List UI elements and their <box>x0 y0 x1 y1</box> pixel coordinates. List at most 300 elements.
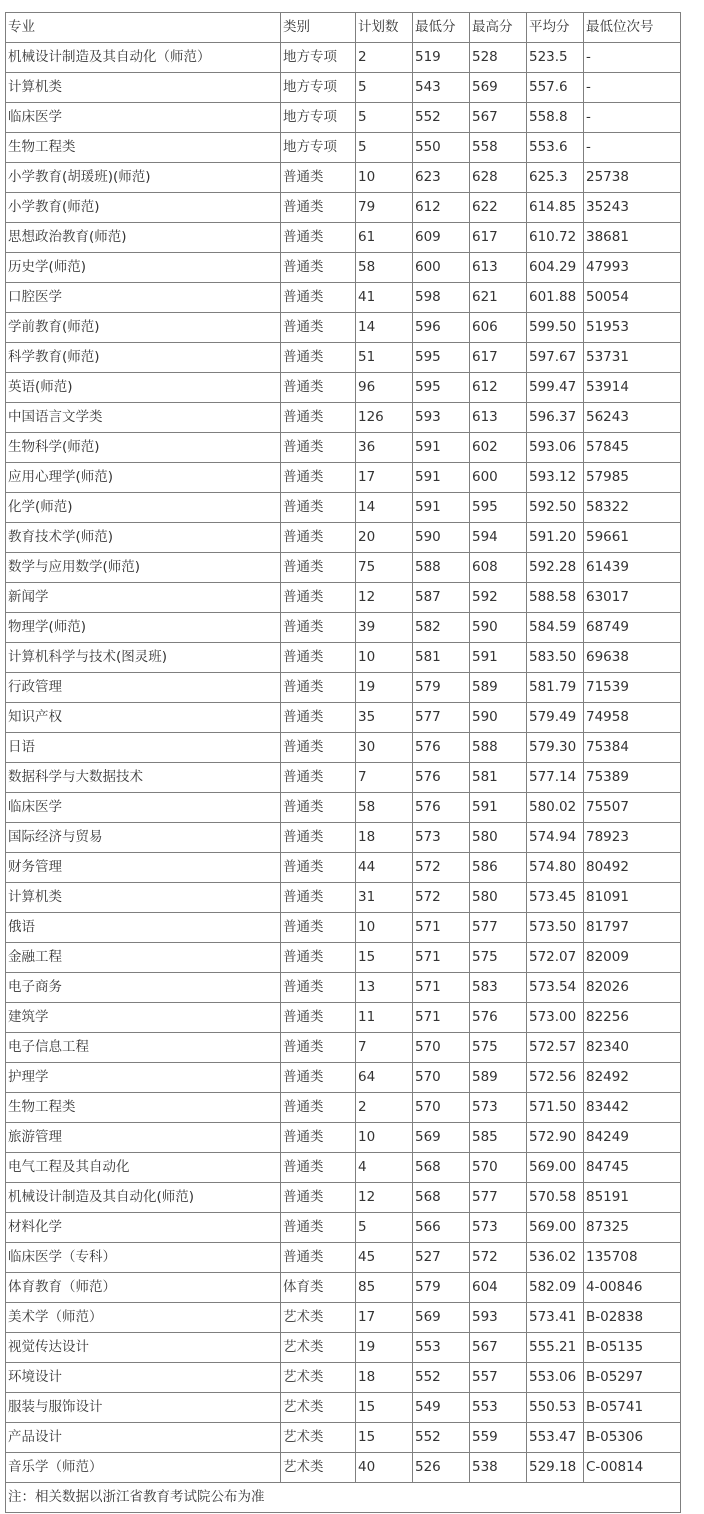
table-row <box>6 1333 681 1363</box>
cell-avg-score: 523.5 <box>527 43 584 73</box>
cell-min-score: 591 <box>413 463 470 493</box>
cell-min-rank: 80492 <box>584 853 681 883</box>
cell-avg-score: 582.09 <box>527 1273 584 1303</box>
cell-plan-count: 30 <box>356 733 413 763</box>
cell-major: 英语(师范) <box>6 373 281 403</box>
cell-major: 俄语 <box>6 913 281 943</box>
cell-plan-count: 20 <box>356 523 413 553</box>
table-row <box>6 1033 681 1063</box>
cell-plan-count: 19 <box>356 1333 413 1363</box>
cell-min-score: 568 <box>413 1153 470 1183</box>
table-row <box>6 973 681 1003</box>
cell-plan-count: 45 <box>356 1243 413 1273</box>
cell-plan-count: 18 <box>356 1363 413 1393</box>
cell-min-score: 587 <box>413 583 470 613</box>
cell-max-score: 613 <box>470 253 527 283</box>
table-row <box>6 583 681 613</box>
cell-plan-count: 96 <box>356 373 413 403</box>
cell-plan-count: 79 <box>356 193 413 223</box>
cell-max-score: 588 <box>470 733 527 763</box>
cell-min-score: 569 <box>413 1123 470 1153</box>
cell-min-score: 582 <box>413 613 470 643</box>
cell-category: 普通类 <box>281 553 356 583</box>
cell-min-score: 570 <box>413 1063 470 1093</box>
cell-max-score: 590 <box>470 613 527 643</box>
cell-category: 普通类 <box>281 253 356 283</box>
cell-major: 新闻学 <box>6 583 281 613</box>
cell-plan-count: 126 <box>356 403 413 433</box>
cell-avg-score: 599.50 <box>527 313 584 343</box>
cell-max-score: 567 <box>470 1333 527 1363</box>
cell-plan-count: 10 <box>356 163 413 193</box>
cell-avg-score: 593.12 <box>527 463 584 493</box>
cell-category: 普通类 <box>281 823 356 853</box>
cell-max-score: 567 <box>470 103 527 133</box>
cell-min-rank: 84249 <box>584 1123 681 1153</box>
cell-avg-score: 610.72 <box>527 223 584 253</box>
table-row <box>6 523 681 553</box>
table-row <box>6 253 681 283</box>
cell-min-rank: 69638 <box>584 643 681 673</box>
cell-category: 艺术类 <box>281 1453 356 1483</box>
cell-min-score: 609 <box>413 223 470 253</box>
cell-min-score: 553 <box>413 1333 470 1363</box>
cell-avg-score: 581.79 <box>527 673 584 703</box>
table-row <box>6 223 681 253</box>
cell-major: 物理学(师范) <box>6 613 281 643</box>
cell-category: 地方专项 <box>281 103 356 133</box>
cell-major: 中国语言文学类 <box>6 403 281 433</box>
table-row <box>6 493 681 523</box>
cell-category: 普通类 <box>281 973 356 1003</box>
table-row <box>6 1453 681 1483</box>
cell-major: 思想政治教育(师范) <box>6 223 281 253</box>
cell-major: 电子信息工程 <box>6 1033 281 1063</box>
cell-avg-score: 579.30 <box>527 733 584 763</box>
cell-max-score: 575 <box>470 1033 527 1063</box>
cell-max-score: 589 <box>470 1063 527 1093</box>
cell-max-score: 580 <box>470 823 527 853</box>
cell-avg-score: 573.54 <box>527 973 584 1003</box>
cell-min-score: 576 <box>413 793 470 823</box>
cell-plan-count: 2 <box>356 43 413 73</box>
cell-min-rank: 59661 <box>584 523 681 553</box>
table-row <box>6 313 681 343</box>
cell-category: 艺术类 <box>281 1363 356 1393</box>
cell-major: 小学教育(师范) <box>6 193 281 223</box>
cell-avg-score: 529.18 <box>527 1453 584 1483</box>
cell-min-rank: B-05306 <box>584 1423 681 1453</box>
cell-category: 普通类 <box>281 343 356 373</box>
table-row <box>6 103 681 133</box>
cell-max-score: 585 <box>470 1123 527 1153</box>
cell-max-score: 553 <box>470 1393 527 1423</box>
cell-major: 生物工程类 <box>6 1093 281 1123</box>
cell-min-score: 596 <box>413 313 470 343</box>
cell-plan-count: 41 <box>356 283 413 313</box>
cell-avg-score: 596.37 <box>527 403 584 433</box>
cell-major: 材料化学 <box>6 1213 281 1243</box>
cell-avg-score: 593.06 <box>527 433 584 463</box>
cell-max-score: 577 <box>470 1183 527 1213</box>
table-row <box>6 763 681 793</box>
cell-min-rank: 56243 <box>584 403 681 433</box>
cell-major: 计算机类 <box>6 73 281 103</box>
cell-min-rank: - <box>584 73 681 103</box>
header-major: 专业 <box>6 13 281 43</box>
cell-plan-count: 12 <box>356 1183 413 1213</box>
cell-max-score: 591 <box>470 793 527 823</box>
cell-min-rank: 78923 <box>584 823 681 853</box>
table-row <box>6 1243 681 1273</box>
cell-avg-score: 574.80 <box>527 853 584 883</box>
header-plan-count: 计划数 <box>356 13 413 43</box>
cell-avg-score: 553.06 <box>527 1363 584 1393</box>
cell-major: 机械设计制造及其自动化（师范） <box>6 43 281 73</box>
cell-min-rank: 82340 <box>584 1033 681 1063</box>
cell-plan-count: 51 <box>356 343 413 373</box>
cell-category: 普通类 <box>281 1003 356 1033</box>
cell-plan-count: 64 <box>356 1063 413 1093</box>
cell-min-rank: 87325 <box>584 1213 681 1243</box>
table-row <box>6 1153 681 1183</box>
cell-min-rank: 51953 <box>584 313 681 343</box>
cell-max-score: 573 <box>470 1213 527 1243</box>
cell-min-rank: 82492 <box>584 1063 681 1093</box>
cell-plan-count: 10 <box>356 643 413 673</box>
cell-avg-score: 550.53 <box>527 1393 584 1423</box>
cell-major: 金融工程 <box>6 943 281 973</box>
cell-max-score: 617 <box>470 343 527 373</box>
cell-min-score: 568 <box>413 1183 470 1213</box>
cell-avg-score: 553.6 <box>527 133 584 163</box>
cell-plan-count: 13 <box>356 973 413 1003</box>
cell-category: 普通类 <box>281 523 356 553</box>
cell-category: 普通类 <box>281 493 356 523</box>
cell-plan-count: 15 <box>356 1393 413 1423</box>
cell-major: 知识产权 <box>6 703 281 733</box>
table-row <box>6 733 681 763</box>
cell-plan-count: 19 <box>356 673 413 703</box>
cell-avg-score: 588.58 <box>527 583 584 613</box>
cell-avg-score: 570.58 <box>527 1183 584 1213</box>
table-row <box>6 1363 681 1393</box>
cell-min-score: 571 <box>413 913 470 943</box>
table-row <box>6 1393 681 1423</box>
cell-category: 普通类 <box>281 1063 356 1093</box>
cell-major: 护理学 <box>6 1063 281 1093</box>
cell-major: 建筑学 <box>6 1003 281 1033</box>
cell-plan-count: 58 <box>356 253 413 283</box>
table-note-row <box>6 1483 681 1513</box>
cell-min-rank: 25738 <box>584 163 681 193</box>
cell-category: 普通类 <box>281 283 356 313</box>
cell-avg-score: 577.14 <box>527 763 584 793</box>
cell-max-score: 628 <box>470 163 527 193</box>
cell-min-rank: 74958 <box>584 703 681 733</box>
cell-major: 数学与应用数学(师范) <box>6 553 281 583</box>
cell-max-score: 581 <box>470 763 527 793</box>
cell-major: 临床医学 <box>6 103 281 133</box>
cell-major: 音乐学（师范） <box>6 1453 281 1483</box>
header-category: 类别 <box>281 13 356 43</box>
cell-min-rank: 68749 <box>584 613 681 643</box>
cell-max-score: 590 <box>470 703 527 733</box>
cell-plan-count: 4 <box>356 1153 413 1183</box>
cell-category: 普通类 <box>281 1213 356 1243</box>
cell-category: 普通类 <box>281 1123 356 1153</box>
cell-min-score: 612 <box>413 193 470 223</box>
table-row <box>6 1423 681 1453</box>
cell-plan-count: 15 <box>356 1423 413 1453</box>
cell-category: 普通类 <box>281 913 356 943</box>
cell-max-score: 612 <box>470 373 527 403</box>
cell-major: 学前教育(师范) <box>6 313 281 343</box>
header-min-rank: 最低位次号 <box>584 13 681 43</box>
cell-min-rank: 82026 <box>584 973 681 1003</box>
cell-category: 艺术类 <box>281 1333 356 1363</box>
cell-category: 普通类 <box>281 1153 356 1183</box>
cell-max-score: 575 <box>470 943 527 973</box>
cell-max-score: 617 <box>470 223 527 253</box>
cell-min-rank: - <box>584 43 681 73</box>
cell-category: 体育类 <box>281 1273 356 1303</box>
table-row <box>6 1183 681 1213</box>
cell-category: 普通类 <box>281 463 356 493</box>
cell-category: 普通类 <box>281 643 356 673</box>
cell-avg-score: 580.02 <box>527 793 584 823</box>
cell-min-rank: 75389 <box>584 763 681 793</box>
cell-max-score: 559 <box>470 1423 527 1453</box>
cell-plan-count: 36 <box>356 433 413 463</box>
cell-max-score: 569 <box>470 73 527 103</box>
cell-min-score: 593 <box>413 403 470 433</box>
cell-plan-count: 17 <box>356 463 413 493</box>
cell-avg-score: 574.94 <box>527 823 584 853</box>
cell-min-rank: 135708 <box>584 1243 681 1273</box>
cell-min-rank: 82256 <box>584 1003 681 1033</box>
cell-category: 普通类 <box>281 163 356 193</box>
cell-category: 普通类 <box>281 793 356 823</box>
header-min-score: 最低分 <box>413 13 470 43</box>
cell-min-rank: 85191 <box>584 1183 681 1213</box>
table-row <box>6 373 681 403</box>
cell-category: 普通类 <box>281 373 356 403</box>
cell-max-score: 613 <box>470 403 527 433</box>
cell-min-score: 519 <box>413 43 470 73</box>
cell-min-score: 588 <box>413 553 470 583</box>
cell-max-score: 576 <box>470 1003 527 1033</box>
cell-avg-score: 569.00 <box>527 1153 584 1183</box>
cell-min-rank: 57845 <box>584 433 681 463</box>
cell-plan-count: 31 <box>356 883 413 913</box>
table-row <box>6 853 681 883</box>
cell-major: 化学(师范) <box>6 493 281 523</box>
cell-major: 美术学（师范） <box>6 1303 281 1333</box>
cell-min-score: 526 <box>413 1453 470 1483</box>
cell-major: 科学教育(师范) <box>6 343 281 373</box>
header-max-score: 最高分 <box>470 13 527 43</box>
cell-max-score: 577 <box>470 913 527 943</box>
cell-major: 计算机类 <box>6 883 281 913</box>
cell-min-score: 572 <box>413 853 470 883</box>
cell-plan-count: 61 <box>356 223 413 253</box>
table-row <box>6 403 681 433</box>
cell-avg-score: 536.02 <box>527 1243 584 1273</box>
cell-avg-score: 614.85 <box>527 193 584 223</box>
cell-category: 普通类 <box>281 883 356 913</box>
cell-avg-score: 579.49 <box>527 703 584 733</box>
cell-min-rank: 81091 <box>584 883 681 913</box>
cell-min-score: 552 <box>413 103 470 133</box>
cell-plan-count: 5 <box>356 103 413 133</box>
cell-min-rank: 84745 <box>584 1153 681 1183</box>
table-row <box>6 913 681 943</box>
cell-plan-count: 5 <box>356 133 413 163</box>
cell-min-rank: 71539 <box>584 673 681 703</box>
table-note: 注：相关数据以浙江省教育考试院公布为准 <box>6 1483 681 1513</box>
cell-category: 普通类 <box>281 1033 356 1063</box>
cell-max-score: 591 <box>470 643 527 673</box>
table-row <box>6 1003 681 1033</box>
table-row <box>6 1303 681 1333</box>
table-row <box>6 133 681 163</box>
cell-min-score: 571 <box>413 1003 470 1033</box>
cell-min-score: 570 <box>413 1093 470 1123</box>
cell-min-score: 552 <box>413 1363 470 1393</box>
table-row <box>6 703 681 733</box>
cell-min-score: 579 <box>413 1273 470 1303</box>
cell-plan-count: 15 <box>356 943 413 973</box>
cell-min-rank: 83442 <box>584 1093 681 1123</box>
cell-max-score: 608 <box>470 553 527 583</box>
cell-avg-score: 573.41 <box>527 1303 584 1333</box>
cell-avg-score: 592.28 <box>527 553 584 583</box>
cell-max-score: 572 <box>470 1243 527 1273</box>
cell-min-score: 571 <box>413 973 470 1003</box>
cell-plan-count: 7 <box>356 763 413 793</box>
cell-min-score: 527 <box>413 1243 470 1273</box>
cell-category: 普通类 <box>281 853 356 883</box>
cell-max-score: 602 <box>470 433 527 463</box>
table-row <box>6 823 681 853</box>
cell-major: 小学教育(胡瑗班)(师范) <box>6 163 281 193</box>
cell-min-rank: B-05297 <box>584 1363 681 1393</box>
cell-category: 普通类 <box>281 763 356 793</box>
cell-plan-count: 5 <box>356 1213 413 1243</box>
cell-min-rank: 75507 <box>584 793 681 823</box>
cell-max-score: 600 <box>470 463 527 493</box>
cell-max-score: 586 <box>470 853 527 883</box>
cell-category: 地方专项 <box>281 133 356 163</box>
cell-plan-count: 10 <box>356 1123 413 1153</box>
cell-min-score: 590 <box>413 523 470 553</box>
cell-category: 普通类 <box>281 673 356 703</box>
cell-min-rank: 35243 <box>584 193 681 223</box>
cell-plan-count: 40 <box>356 1453 413 1483</box>
cell-max-score: 558 <box>470 133 527 163</box>
cell-min-score: 623 <box>413 163 470 193</box>
cell-plan-count: 12 <box>356 583 413 613</box>
cell-min-rank: B-02838 <box>584 1303 681 1333</box>
cell-category: 普通类 <box>281 733 356 763</box>
cell-avg-score: 584.59 <box>527 613 584 643</box>
cell-major: 计算机科学与技术(图灵班) <box>6 643 281 673</box>
table-row <box>6 793 681 823</box>
cell-major: 教育技术学(师范) <box>6 523 281 553</box>
admission-score-table <box>5 12 681 1513</box>
cell-avg-score: 557.6 <box>527 73 584 103</box>
cell-min-score: 581 <box>413 643 470 673</box>
table-row <box>6 463 681 493</box>
cell-major: 临床医学（专科） <box>6 1243 281 1273</box>
cell-major: 应用心理学(师范) <box>6 463 281 493</box>
cell-max-score: 595 <box>470 493 527 523</box>
table-row <box>6 1273 681 1303</box>
cell-min-score: 598 <box>413 283 470 313</box>
cell-plan-count: 14 <box>356 493 413 523</box>
cell-max-score: 528 <box>470 43 527 73</box>
cell-plan-count: 14 <box>356 313 413 343</box>
table-row <box>6 1213 681 1243</box>
cell-min-score: 591 <box>413 493 470 523</box>
cell-plan-count: 58 <box>356 793 413 823</box>
cell-max-score: 622 <box>470 193 527 223</box>
cell-min-rank: 47993 <box>584 253 681 283</box>
cell-avg-score: 571.50 <box>527 1093 584 1123</box>
cell-major: 视觉传达设计 <box>6 1333 281 1363</box>
cell-plan-count: 7 <box>356 1033 413 1063</box>
cell-max-score: 594 <box>470 523 527 553</box>
cell-min-rank: 38681 <box>584 223 681 253</box>
cell-min-score: 572 <box>413 883 470 913</box>
cell-min-score: 579 <box>413 673 470 703</box>
cell-major: 临床医学 <box>6 793 281 823</box>
table-row <box>6 163 681 193</box>
cell-avg-score: 591.20 <box>527 523 584 553</box>
cell-max-score: 621 <box>470 283 527 313</box>
cell-max-score: 593 <box>470 1303 527 1333</box>
cell-min-score: 577 <box>413 703 470 733</box>
cell-min-rank: 4-00846 <box>584 1273 681 1303</box>
cell-max-score: 592 <box>470 583 527 613</box>
cell-max-score: 589 <box>470 673 527 703</box>
cell-min-rank: - <box>584 133 681 163</box>
table-row <box>6 883 681 913</box>
table-row <box>6 943 681 973</box>
cell-min-score: 591 <box>413 433 470 463</box>
cell-major: 电子商务 <box>6 973 281 1003</box>
cell-category: 艺术类 <box>281 1423 356 1453</box>
cell-category: 普通类 <box>281 313 356 343</box>
cell-category: 普通类 <box>281 223 356 253</box>
cell-avg-score: 597.67 <box>527 343 584 373</box>
cell-avg-score: 572.07 <box>527 943 584 973</box>
cell-min-score: 571 <box>413 943 470 973</box>
cell-avg-score: 583.50 <box>527 643 584 673</box>
table-row <box>6 73 681 103</box>
cell-category: 普通类 <box>281 403 356 433</box>
table-row <box>6 553 681 583</box>
cell-max-score: 580 <box>470 883 527 913</box>
cell-plan-count: 11 <box>356 1003 413 1033</box>
cell-avg-score: 572.57 <box>527 1033 584 1063</box>
cell-min-score: 595 <box>413 343 470 373</box>
cell-avg-score: 572.90 <box>527 1123 584 1153</box>
cell-avg-score: 573.45 <box>527 883 584 913</box>
cell-plan-count: 44 <box>356 853 413 883</box>
cell-min-rank: 82009 <box>584 943 681 973</box>
